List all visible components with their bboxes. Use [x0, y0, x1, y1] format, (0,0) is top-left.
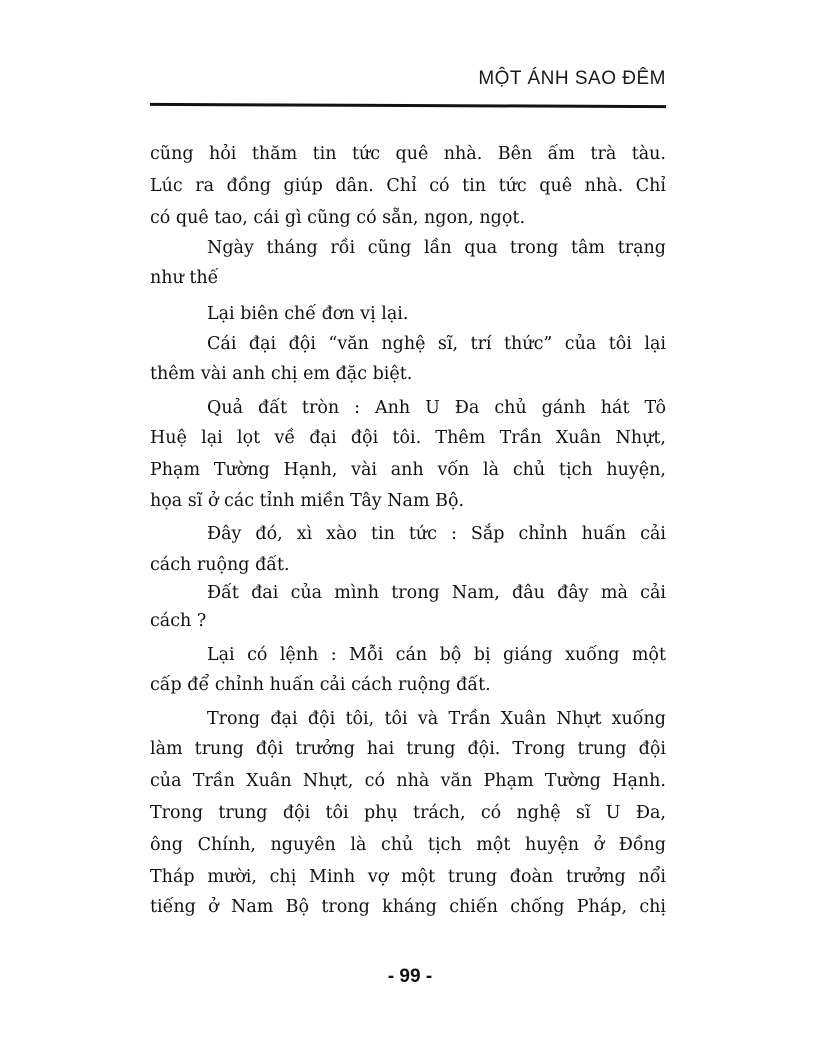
text-line: như thế [150, 268, 219, 288]
text-line: cũng hỏi thăm tin tức quê nhà. Bên ấm trà tàu. [150, 144, 666, 164]
text-line: Tháp mười, chị Minh vợ một trung đoàn trưởng nổi [150, 867, 666, 887]
text-line: Quả đất tròn : Anh U Đa chủ gánh hát Tô [207, 398, 666, 418]
text-line: ông Chính, nguyên là chủ tịch một huyện ở Đồng [150, 835, 666, 855]
text-line: Trong đại đội tôi, tôi và Trần Xuân Nhựt xuống [207, 709, 666, 729]
text-line: Lại biên chế đơn vị lại. [207, 304, 409, 324]
text-line: cách ? [150, 611, 207, 631]
text-line: thêm vài anh chị em đặc biệt. [150, 364, 413, 384]
text-line: Lúc ra đồng giúp dân. Chỉ có tin tức quê nhà. Chỉ [150, 176, 666, 196]
text-line: họa sĩ ở các tỉnh miền Tây Nam Bộ. [150, 491, 465, 511]
text-line: của Trần Xuân Nhựt, có nhà văn Phạm Tường Hạnh. [150, 771, 666, 791]
page-number: - 99 - [387, 966, 433, 987]
text-line: cách ruộng đất. [150, 555, 290, 575]
header-rule [150, 103, 666, 108]
text-line: cấp để chỉnh huấn cải cách ruộng đất. [150, 675, 491, 695]
text-line: Phạm Tường Hạnh, vài anh vốn là chủ tịch huyện, [150, 460, 666, 480]
text-line: Đây đó, xì xào tin tức : Sắp chỉnh huấn cải [207, 524, 666, 544]
text-line: có quê tao, cái gì cũng có sẵn, ngon, ngọt. [150, 208, 526, 228]
text-line: làm trung đội trưởng hai trung đội. Trong trung đội [150, 739, 666, 759]
text-line: Ngày tháng rồi cũng lần qua trong tâm trạng [207, 238, 666, 258]
text-line: tiếng ở Nam Bộ trong kháng chiến chống Pháp, chị [150, 897, 666, 917]
text-line: Trong trung đội tôi phụ trách, có nghệ sĩ U Đa, [150, 803, 666, 823]
text-line: Cái đại đội “văn nghệ sĩ, trí thức” của tôi lại [207, 334, 666, 354]
text-line: Lại có lệnh : Mỗi cán bộ bị giáng xuống một [207, 645, 666, 665]
text-line: Đất đai của mình trong Nam, đâu đây mà cải [207, 583, 666, 603]
text-line: Huệ lại lọt về đại đội tôi. Thêm Trần Xuân Nhựt, [150, 428, 666, 448]
running-header: MỘT ÁNH SAO ĐÊM [478, 68, 666, 89]
